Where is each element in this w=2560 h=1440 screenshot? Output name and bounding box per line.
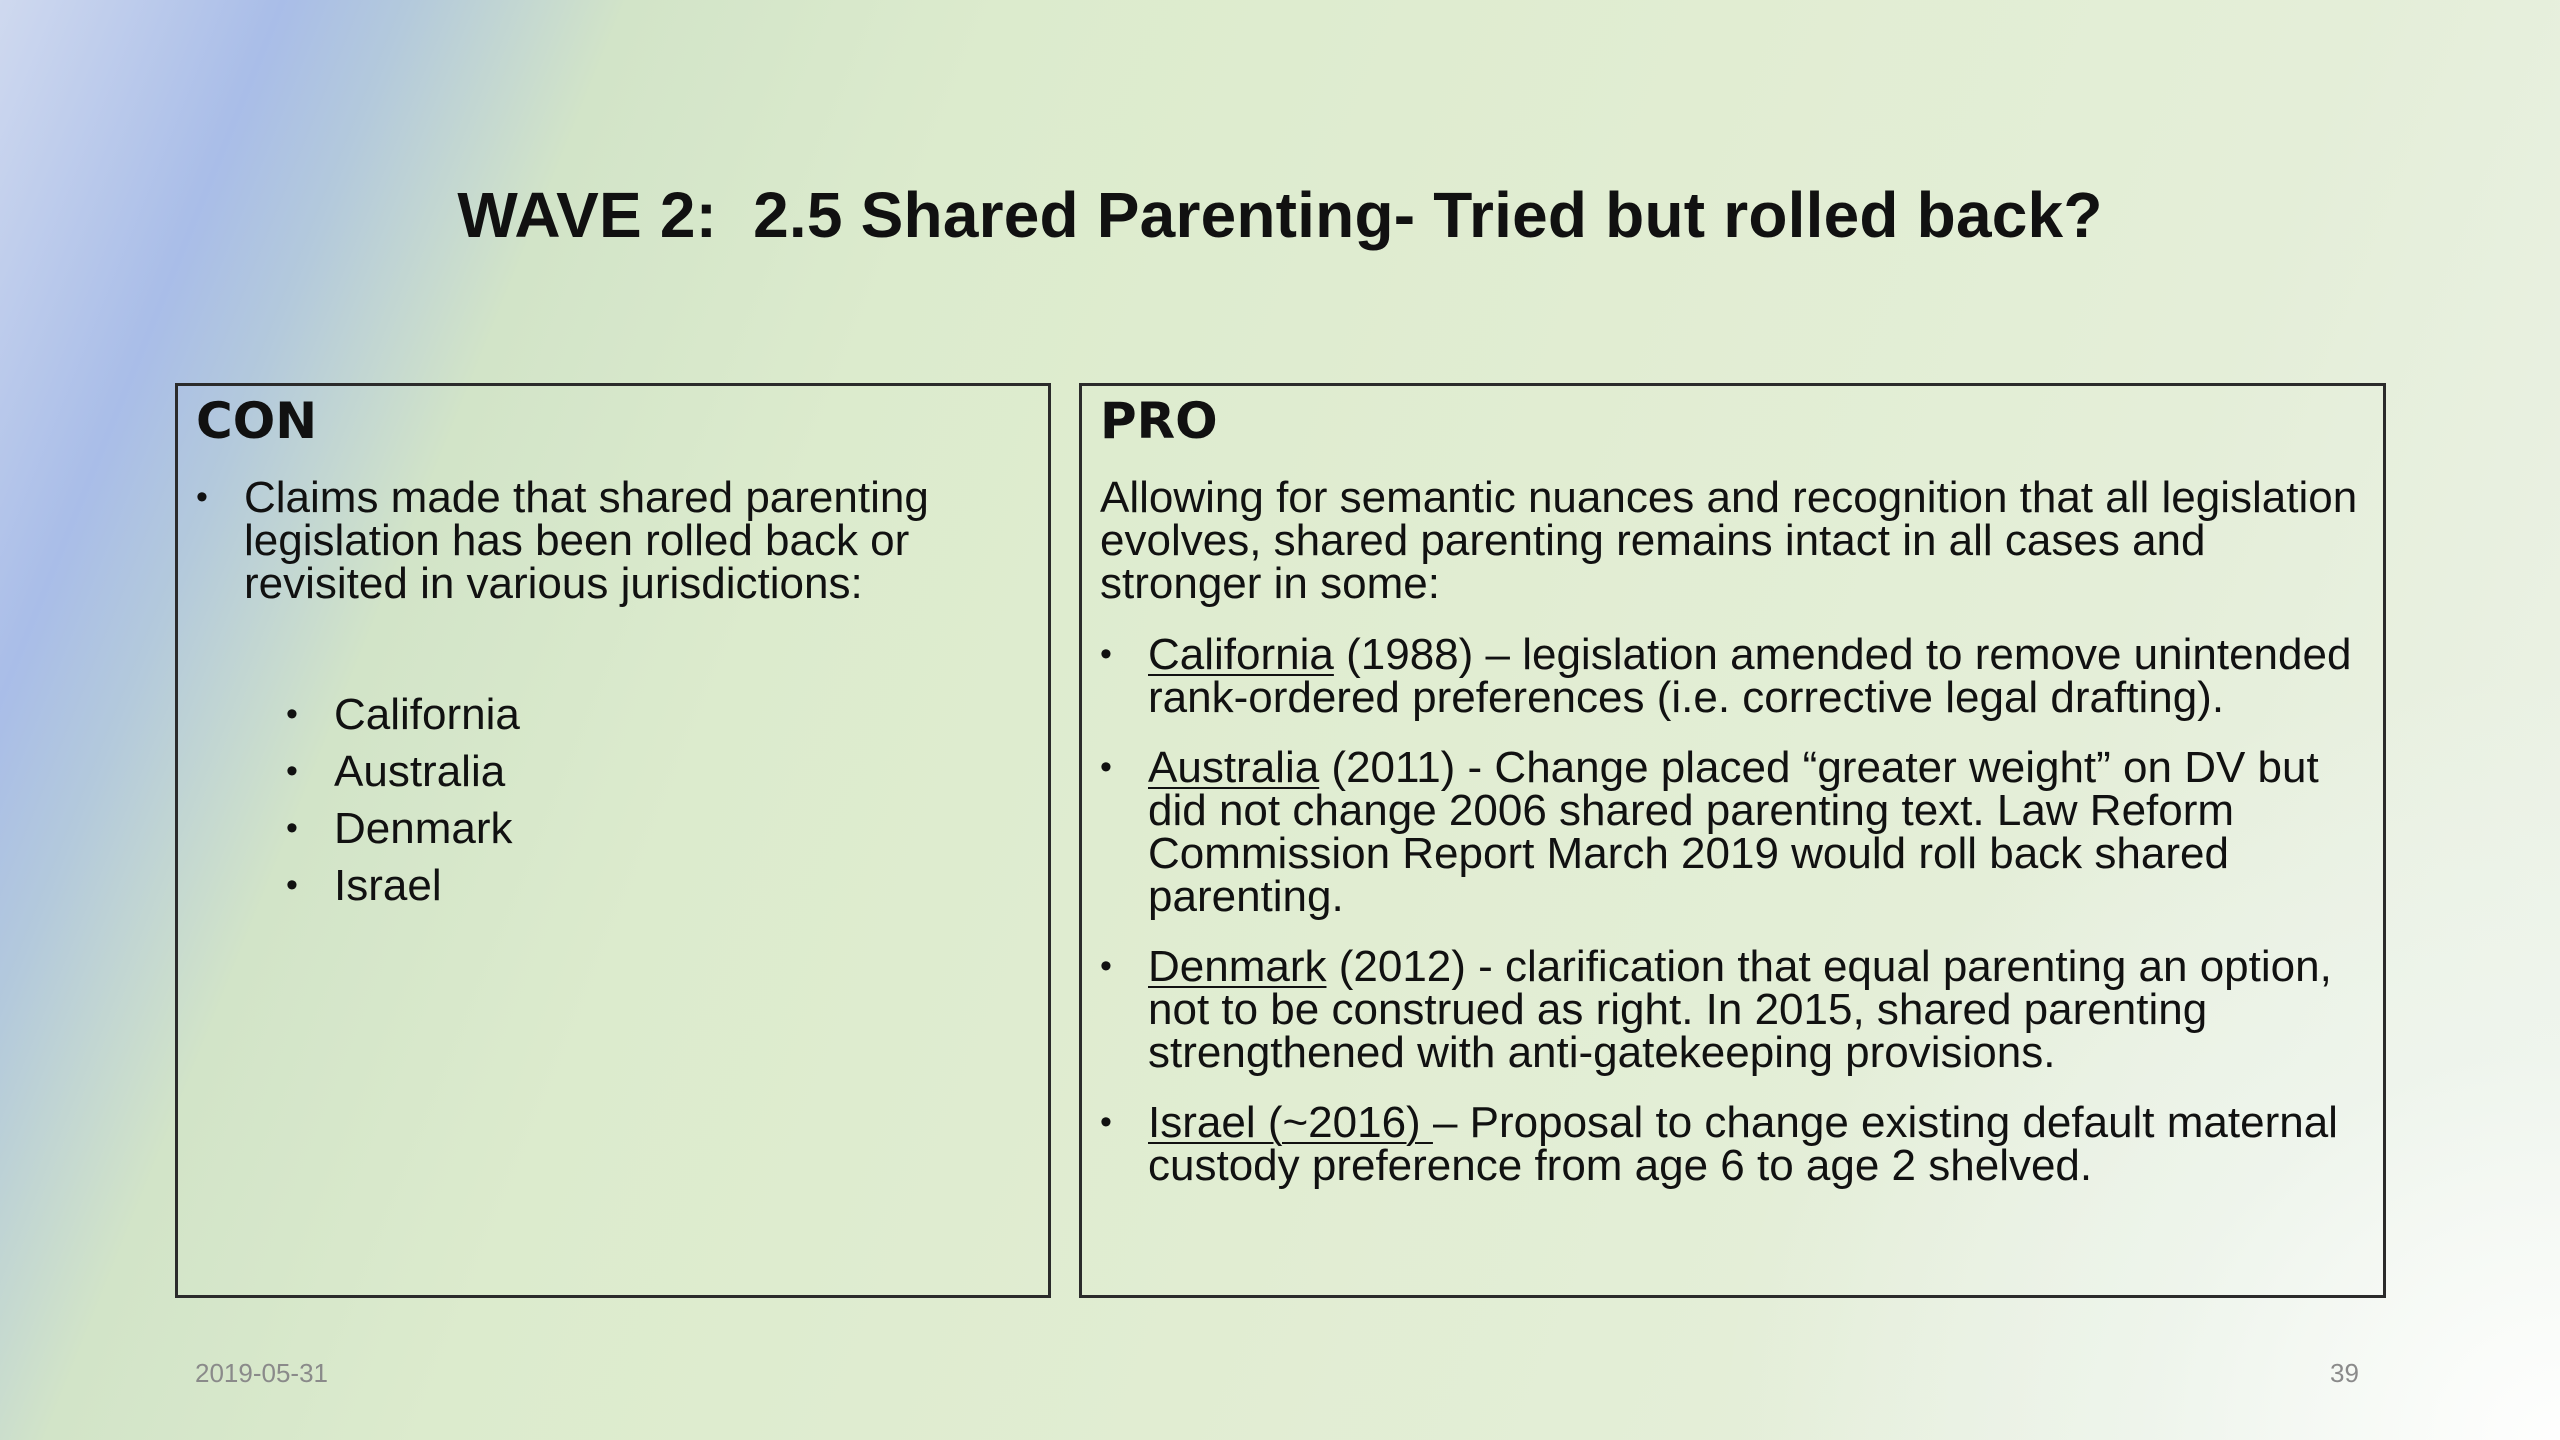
- jurisdiction-label: Denmark: [334, 804, 513, 853]
- con-intro-item: [196, 473, 1036, 608]
- con-heading: CON: [196, 392, 318, 450]
- jurisdiction-name: Australia: [1148, 743, 1320, 792]
- pro-item-list: [1100, 630, 2375, 1214]
- page-number: 39: [2330, 1358, 2359, 1388]
- bullet-icon: •: [196, 478, 208, 516]
- bullet-icon: •: [1100, 947, 1112, 985]
- bullet-icon: •: [1100, 1103, 1112, 1141]
- jurisdiction-detail: (1988) – legislation amended to remove unintended rank-ordered preferences (i.e. corrective legal drafting).: [1148, 630, 2352, 722]
- pro-intro-text: Allowing for semantic nuances and recognition that all legislation evolves, shared parenting remains intact in all cases and stronger in some:: [1100, 473, 2358, 608]
- list-item: [1100, 942, 2375, 1077]
- jurisdiction-label: Australia: [334, 747, 506, 796]
- jurisdiction-detail: (2012) - clarification that equal parenting an option, not to be construed as right. In 2015, shared parenting strengthened with anti-gatekeeping provisions.: [1148, 942, 2332, 1077]
- bullet-icon: •: [286, 866, 298, 904]
- bullet-icon: •: [286, 809, 298, 847]
- con-intro-text: Claims made that shared parenting legislation has been rolled back or revisited in various jurisdictions:: [244, 473, 929, 608]
- bullet-icon: •: [1100, 748, 1112, 786]
- list-item: [1100, 630, 2375, 722]
- jurisdiction-name: California: [1148, 630, 1334, 679]
- list-item: [286, 800, 520, 857]
- jurisdiction-label: Israel: [334, 861, 442, 910]
- jurisdiction-name: Israel (~2016): [1148, 1098, 1433, 1147]
- pro-panel: [1079, 383, 2386, 1298]
- list-item: [1100, 743, 2375, 921]
- bullet-icon: •: [286, 695, 298, 733]
- jurisdiction-name: Denmark: [1148, 942, 1327, 991]
- bullet-icon: •: [1100, 635, 1112, 673]
- footer-date: 2019-05-31: [195, 1358, 328, 1388]
- list-item: [286, 686, 520, 743]
- list-item: [286, 743, 520, 800]
- list-item: [1100, 1098, 2375, 1190]
- slide-title: WAVE 2: 2.5 Shared Parenting- Tried but rolled back?: [457, 179, 2103, 251]
- list-item: [286, 857, 520, 914]
- jurisdiction-label: California: [334, 690, 520, 739]
- con-jurisdiction-list: [286, 686, 520, 914]
- jurisdiction-detail: – Proposal to change existing default maternal custody preference from age 6 to age 2 shelved.: [1148, 1098, 2338, 1190]
- con-panel: [175, 383, 1051, 1298]
- pro-heading: PRO: [1100, 392, 1218, 450]
- jurisdiction-detail: (2011) - Change placed “greater weight” on DV but did not change 2006 shared parenting text. Law Reform Commission Report March 2019 would roll back shared parenting.: [1148, 743, 2319, 921]
- bullet-icon: •: [286, 752, 298, 790]
